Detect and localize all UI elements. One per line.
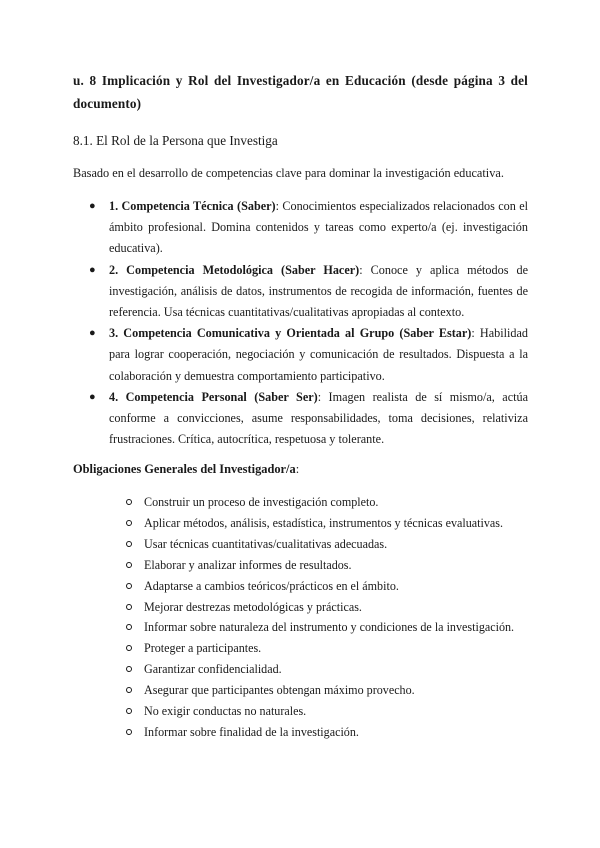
obligation-item <box>126 680 514 701</box>
document-title: u. 8 Implicación y Rol del Investigador/a en Educación (desde página 3 del documento) <box>73 73 528 111</box>
obligation-text: Garantizar confidencialidad. <box>144 662 282 677</box>
obligations-list <box>126 492 514 743</box>
competency-label: 3. Competencia Comunicativa y Orientada al Grupo (Saber Estar) <box>109 326 472 341</box>
intro-paragraph: Basado en el desarrollo de competencias clave para dominar la investigación educativa. <box>73 166 504 180</box>
competency-item <box>73 196 528 260</box>
competency-label: 2. Competencia Metodológica (Saber Hacer) <box>109 262 360 277</box>
hollow-circle-bullet-icon <box>126 729 132 735</box>
obligations-heading-label: Obligaciones Generales del Investigador/a <box>73 462 296 476</box>
obligation-text: Construir un proceso de investigación completo. <box>144 495 379 509</box>
obligation-item <box>126 638 514 659</box>
obligation-item <box>126 555 514 576</box>
obligation-text: Mejorar destrezas metodológicas y prácticas. <box>144 599 362 614</box>
bullet-icon: ● <box>89 327 96 340</box>
obligation-item <box>126 513 514 534</box>
hollow-circle-bullet-icon <box>126 562 132 568</box>
obligation-text: Usar técnicas cuantitativas/cualitativas adecuadas. <box>144 536 388 551</box>
obligations-heading <box>73 459 299 479</box>
hollow-circle-bullet-icon <box>126 541 132 547</box>
obligation-item <box>126 659 514 680</box>
hollow-circle-bullet-icon <box>126 645 132 651</box>
bullet-icon: ● <box>89 263 96 276</box>
bullet-icon: ● <box>89 200 96 212</box>
hollow-circle-bullet-icon <box>126 499 132 505</box>
competency-text: : Conocimientos especializados relacionados con el ámbito profesional. Domina contenidos y tareas como experto/a (ej. investigación educativa). <box>109 199 528 256</box>
hollow-circle-bullet-icon <box>126 687 132 693</box>
obligation-text: Aplicar métodos, análisis, estadística, instrumentos y técnicas evaluativas. <box>144 515 504 530</box>
obligation-text: Informar sobre naturaleza del instrumento y condiciones de la investigación. <box>144 620 515 635</box>
competency-item <box>73 323 528 387</box>
obligation-text: Elaborar y analizar informes de resultados. <box>144 557 352 572</box>
competency-item <box>73 387 528 451</box>
obligations-heading-colon: : <box>295 462 300 476</box>
hollow-circle-bullet-icon <box>126 624 132 630</box>
hollow-circle-bullet-icon <box>126 666 132 672</box>
section-heading: 8.1. El Rol de la Persona que Investiga <box>73 133 278 148</box>
hollow-circle-bullet-icon <box>126 708 132 714</box>
obligation-item <box>126 701 514 722</box>
competency-label: 4. Competencia Personal (Saber Ser) <box>109 389 318 404</box>
bullet-icon: ● <box>89 390 96 403</box>
obligation-item <box>126 617 514 638</box>
obligation-text: Adaptarse a cambios teóricos/prácticos en el ámbito. <box>144 578 399 593</box>
obligation-item <box>126 534 514 555</box>
hollow-circle-bullet-icon <box>126 583 132 589</box>
competency-item <box>73 260 528 324</box>
hollow-circle-bullet-icon <box>126 604 132 610</box>
obligation-item <box>126 492 514 513</box>
obligation-text: Asegurar que participantes obtengan máximo provecho. <box>144 683 415 698</box>
obligation-item <box>126 597 514 618</box>
competency-text: : Conoce y aplica métodos de investigación, análisis de datos, instrumentos de recogida de información, fuentes de referencia. Usa técnicas cuantitativas/cualitativas apropiadas al contexto. <box>109 262 528 320</box>
obligation-text: Proteger a participantes. <box>144 641 262 656</box>
obligation-text: Informar sobre finalidad de la investigación. <box>144 724 359 739</box>
competency-text: : Habilidad para lograr cooperación, negociación y comunicación de resultados. Dispuesta a la colaboración y demuestra comportamiento participativo. <box>109 326 528 383</box>
competency-text: : Imagen realista de sí mismo/a, actúa conforme a convicciones, asume responsabilidades, toma decisiones, relativiza frustraciones. Crítica, autocrítica, respetuosa y tolerante. <box>109 389 528 447</box>
competencies-list <box>73 196 528 450</box>
obligation-item <box>126 576 514 597</box>
hollow-circle-bullet-icon <box>126 520 132 526</box>
obligation-text: No exigir conductas no naturales. <box>144 704 307 719</box>
obligation-item <box>126 722 514 743</box>
competency-label: 1. Competencia Técnica (Saber) <box>109 199 276 213</box>
